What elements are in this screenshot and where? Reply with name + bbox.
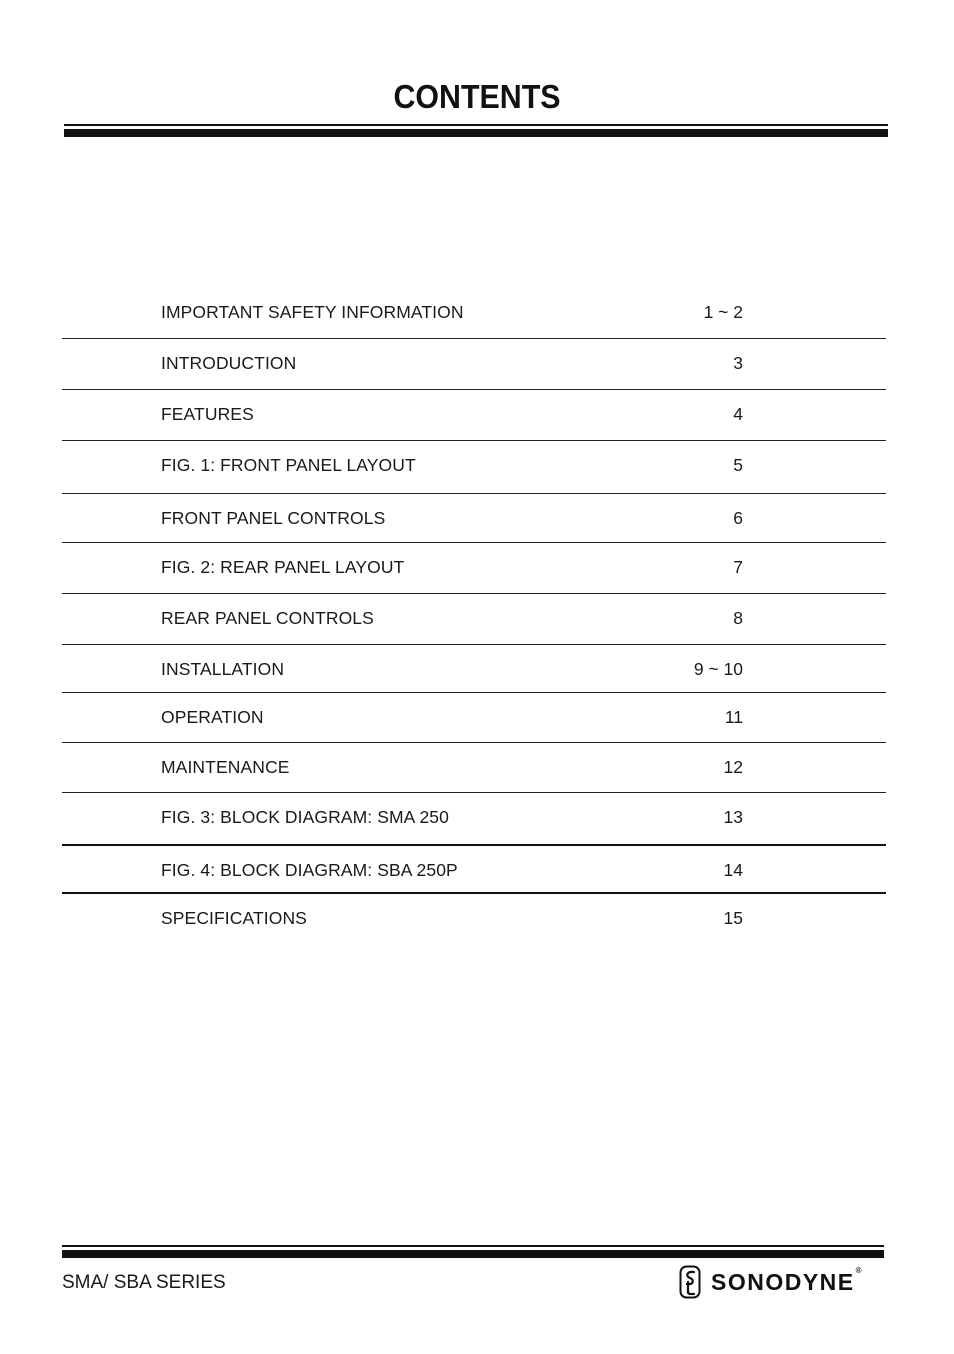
toc-label: FIG. 3: BLOCK DIAGRAM: SMA 250 [161,807,449,827]
toc-row[interactable] [62,594,886,645]
sonodyne-logo-icon [679,1265,701,1299]
brand-name: SONODYNE [711,1268,855,1295]
toc-page-number: 11 [724,707,743,727]
table-of-contents [62,288,886,944]
toc-label: FEATURES [161,404,254,424]
toc-row[interactable] [62,846,886,894]
toc-label: INSTALLATION [161,659,285,679]
toc-label: OPERATION [161,707,264,727]
toc-page-number: 13 [723,807,743,827]
registered-mark: ® [855,1266,862,1275]
toc-page-number: 8 [733,608,743,628]
toc-page-number: 3 [733,353,743,373]
toc-row[interactable] [62,693,886,743]
toc-page-number: 12 [723,757,743,777]
brand-logo [679,1264,862,1300]
toc-label: FIG. 1: FRONT PANEL LAYOUT [161,455,416,475]
toc-row[interactable] [62,793,886,846]
toc-row[interactable] [62,339,886,390]
page-title: CONTENTS [393,78,561,115]
toc-page-number: 14 [723,860,743,880]
toc-page-number: 1 ~ 2 [703,302,743,322]
header-rule-thick [64,129,888,137]
toc-page-number: 6 [733,508,743,528]
footer-rule-thick [62,1250,884,1258]
toc-label: SPECIFICATIONS [161,908,307,928]
toc-row[interactable] [62,543,886,594]
toc-label: MAINTENANCE [161,757,290,777]
toc-row[interactable] [62,441,886,494]
toc-label: INTRODUCTION [161,353,297,373]
toc-row[interactable] [62,390,886,441]
toc-page-number: 15 [723,908,743,928]
toc-row[interactable] [62,743,886,793]
toc-label: IMPORTANT SAFETY INFORMATION [161,302,464,322]
toc-row[interactable] [62,645,886,693]
toc-label: FRONT PANEL CONTROLS [161,508,386,528]
toc-row[interactable] [62,494,886,543]
toc-page-number: 7 [733,557,743,577]
footer-rule-thin [62,1245,884,1247]
header-rule-thin [64,124,888,126]
toc-row[interactable] [62,894,886,944]
toc-label: FIG. 4: BLOCK DIAGRAM: SBA 250P [161,860,458,880]
toc-label: REAR PANEL CONTROLS [161,608,374,628]
toc-page-number: 5 [733,455,743,475]
toc-page-number: 9 ~ 10 [693,659,743,679]
toc-page-number: 4 [733,404,743,424]
toc-row[interactable] [62,288,886,339]
footer-series-name: SMA/ SBA SERIES [62,1272,226,1293]
toc-label: FIG. 2: REAR PANEL LAYOUT [161,557,405,577]
